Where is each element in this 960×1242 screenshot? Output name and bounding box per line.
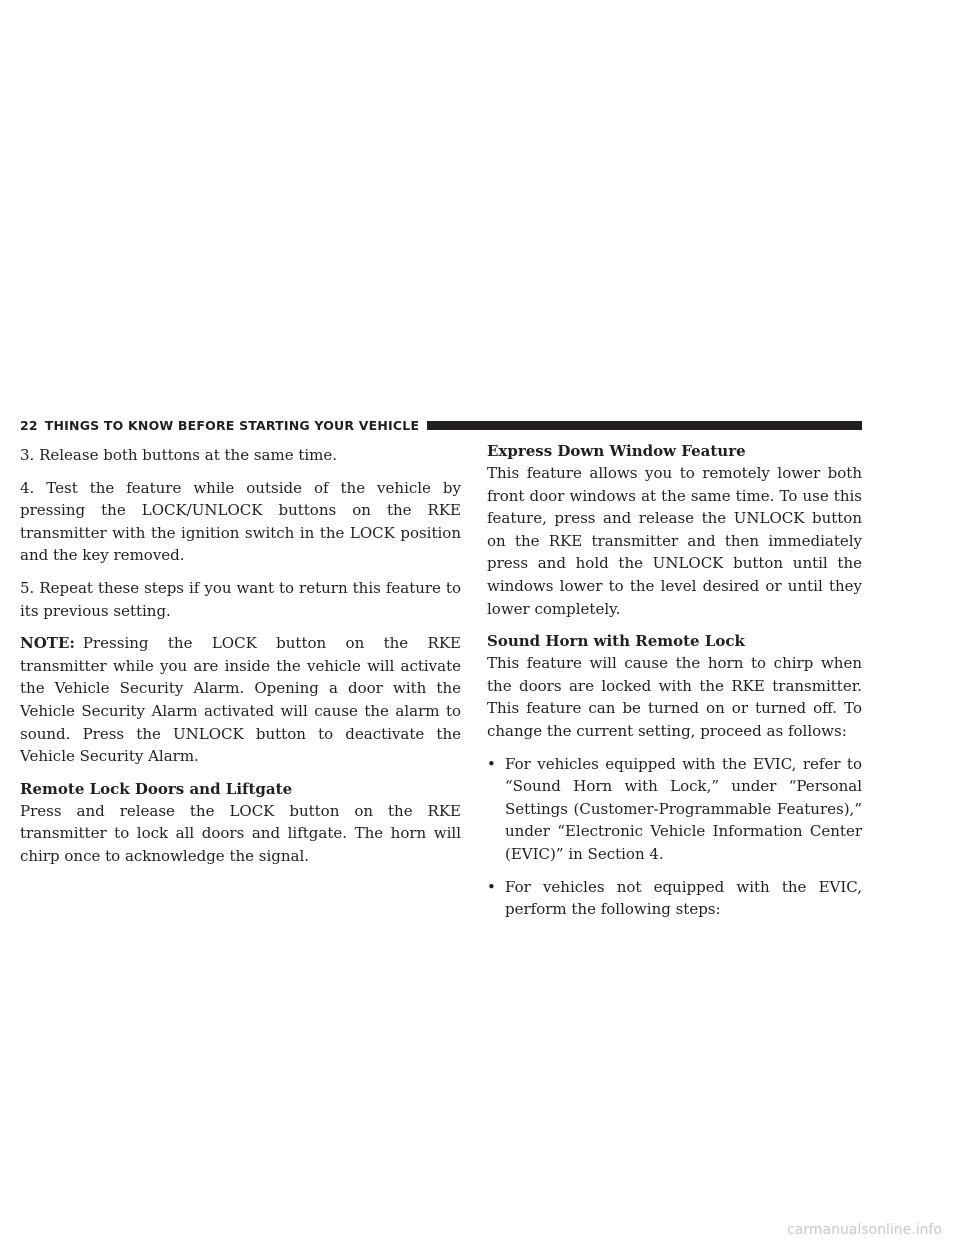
remote-lock-heading: Remote Lock Doors and Liftgate (20, 779, 293, 798)
page-header (20, 416, 862, 434)
left-column (20, 444, 461, 878)
note-paragraph (20, 632, 461, 768)
watermark: carmanualsonline.info (787, 1222, 942, 1238)
list-item-text: For vehicles equipped with the EVIC, refer to “Sound Horn with Lock,” under “Personal Settings (Customer-Programmable Features),” under “Electronic Vehicle Information Center (EVIC)” in Section 4. (505, 754, 862, 863)
note-text: Pressing the LOCK button on the RKE transmitter while you are inside the vehicle will activate the Vehicle Security Alarm. Opening a door with the Vehicle Security Alarm activated will cause the alarm to sound. Press the UNLOCK button to deactivate the Vehicle Security Alarm. (20, 634, 461, 766)
bullet-icon: • (487, 754, 496, 773)
sound-horn-text: This feature will cause the horn to chirp when the doors are locked with the RKE transmitter. This feature can be turned on or turned off. To change the current setting, proceed as follows: (487, 654, 862, 740)
header-rule (427, 421, 862, 430)
page-number: 22 (20, 417, 38, 433)
step-4: 4. Test the feature while outside of the vehicle by pressing the LOCK/UNLOCK buttons on the RKE transmitter with the ignition switch in the LOCK position and the key removed. (20, 478, 461, 565)
sound-horn-heading: Sound Horn with Remote Lock (487, 632, 745, 651)
list-item-text: For vehicles not equipped with the EVIC, perform the following steps: (505, 877, 862, 919)
step-5: 5. Repeat these steps if you want to return this feature to its previous setting. (20, 578, 461, 620)
remote-lock-text: Press and release the LOCK button on the RKE transmitter to lock all doors and liftgate. The horn will chirp once to acknowledge the signal. (20, 801, 461, 865)
step-3: 3. Release both buttons at the same time. (20, 446, 338, 464)
bullet-icon: • (487, 877, 496, 896)
note-label: NOTE: (20, 634, 75, 653)
list-item (487, 753, 862, 866)
express-down-heading: Express Down Window Feature (487, 442, 746, 460)
express-down-text: This feature allows you to remotely lower both front door windows at the same time. To use this feature, press and release the UNLOCK button on the RKE transmitter and then immediately press and hold the UNLOCK button until the windows lower to the level desired or until they lower completely. (487, 464, 862, 618)
options-list (487, 753, 862, 921)
right-column (487, 440, 862, 931)
section-title: THINGS TO KNOW BEFORE STARTING YOUR VEHICLE (44, 417, 420, 433)
list-item (487, 876, 862, 921)
